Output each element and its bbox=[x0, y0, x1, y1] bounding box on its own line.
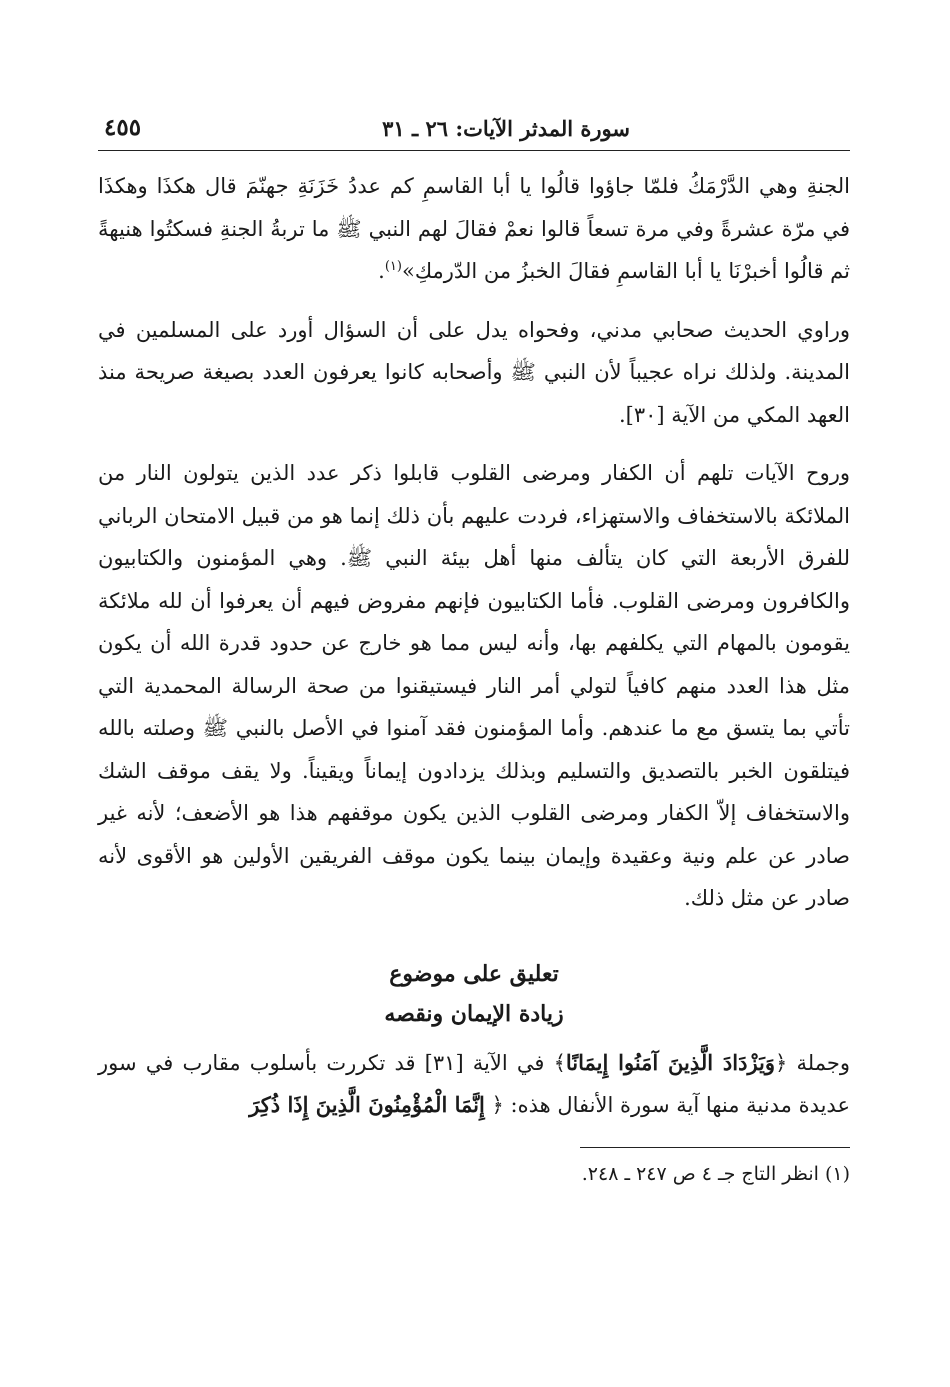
paragraph-commentary: وروح الآيات تلهم أن الكفار ومرضى القلوب قابلوا ذكر عدد الذين يتولون النار من الملائكة بالاستخفاف والاستهزاء، فردت عليهم بأن ذلك إنما هو من قبيل الامتحان الرباني للفرق الأربعة التي كان يتألف منها أهل بيئة النبي ﷺ. وهي المؤمنون والكتابيون والكافرون ومرضى القلوب. فأما الكتابيون فإنهم مفروض فيهم أن يعرفوا أن لله ملائكة يقومون بالمهام التي يكلفهم بها، وأنه ليس مما هو خارج عن حدود قدرة الله أن يكون مثل هذا العدد منهم كافياً لتولي أمر النار فيستيقنوا من صحة الرسالة المحمدية التي تأتي بما يتسق مع ما عندهم. وأما المؤمنون فقد آمنوا في الأصل بالنبي ﷺ وصلته بالله فيتلقون الخبر بالتصديق والتسليم وبذلك يزدادون إيماناً ويقيناً. ولا يقف موقف الشك والاستخفاف إلاّ الكفار ومرضى القلوب الذين يكون موقفهم هذا هو الأضعف؛ لأنه غير صادر عن علم ونية وعقيدة وإيمان بينما يكون موقف الفريقين الأولين هو الأقوى لأنه صادر عن مثل ذلك. bbox=[98, 461, 850, 910]
body-text bbox=[98, 165, 850, 1127]
quran-verse-2: إِنَّمَا الْمُؤْمِنُونَ الَّذِينَ إِذَا ذُكِرَ bbox=[249, 1092, 485, 1117]
paragraph-hadith bbox=[98, 165, 850, 293]
quran-brace-open: ﴿ bbox=[775, 1050, 788, 1075]
section-subheading: زيادة الإيمان ونقصه bbox=[384, 1000, 564, 1027]
section-heading: تعليق على موضوع bbox=[389, 960, 559, 987]
footnote-reference: (١) bbox=[384, 259, 402, 274]
paragraph-hadith-text: الجنةِ وهي الدَّرْمَكُ فلمّا جاؤوا قالُوا يا أبا القاسمِ كم عددُ خَزَنَةِ جهنّمَ قال هكذَا وهكذَا في مرّة عشرةً وفي مرة تسعاً قالوا نعمْ فقالَ لهم النبي ﷺ ما تربةُ الجنةِ فسكتُوا هنيهةً ثم قالُوا أخبرْنَا يا أبا القاسمِ فقالَ الخبزُ من الدّرمكِ» bbox=[98, 174, 850, 283]
paragraph-hadith-end: . bbox=[378, 259, 385, 283]
quran-brace-open-2: ﴿ bbox=[491, 1093, 504, 1117]
quran-verse-1: وَيَزْدَادَ الَّذِينَ آمَنُوا إِيمَانًا bbox=[565, 1049, 776, 1075]
quran-brace-close: ﴾ bbox=[553, 1050, 566, 1075]
paragraph-faith-middle: في الآية [٣١] قد تكررت بأسلوب مقارب في سور عديدة مدنية منها آية سورة الأنفال هذه: bbox=[98, 1050, 850, 1117]
running-header bbox=[98, 112, 850, 151]
book-page bbox=[98, 112, 850, 1190]
footnote: (١) انظر التاج جـ ٤ ص ٢٤٧ ـ ٢٤٨. bbox=[581, 1162, 850, 1185]
page-number: ٤٥٥ bbox=[104, 114, 142, 141]
paragraph-faith-start: وجملة bbox=[796, 1050, 851, 1075]
paragraph-faith bbox=[98, 1042, 850, 1127]
footnote-divider bbox=[580, 1147, 850, 1148]
running-title: سورة المدثر الآيات: ٢٦ ـ ٣١ bbox=[382, 116, 630, 141]
paragraph-narrator: وراوي الحديث صحابي مدني، وفحواه يدل على أن السؤال أورد على المسلمين في المدينة. ولذلك نراه عجيباً لأن النبي ﷺ وأصحابه كانوا يعرفون العدد بصيغة صريحة منذ العهد المكي من الآية [٣٠]. bbox=[98, 317, 850, 427]
